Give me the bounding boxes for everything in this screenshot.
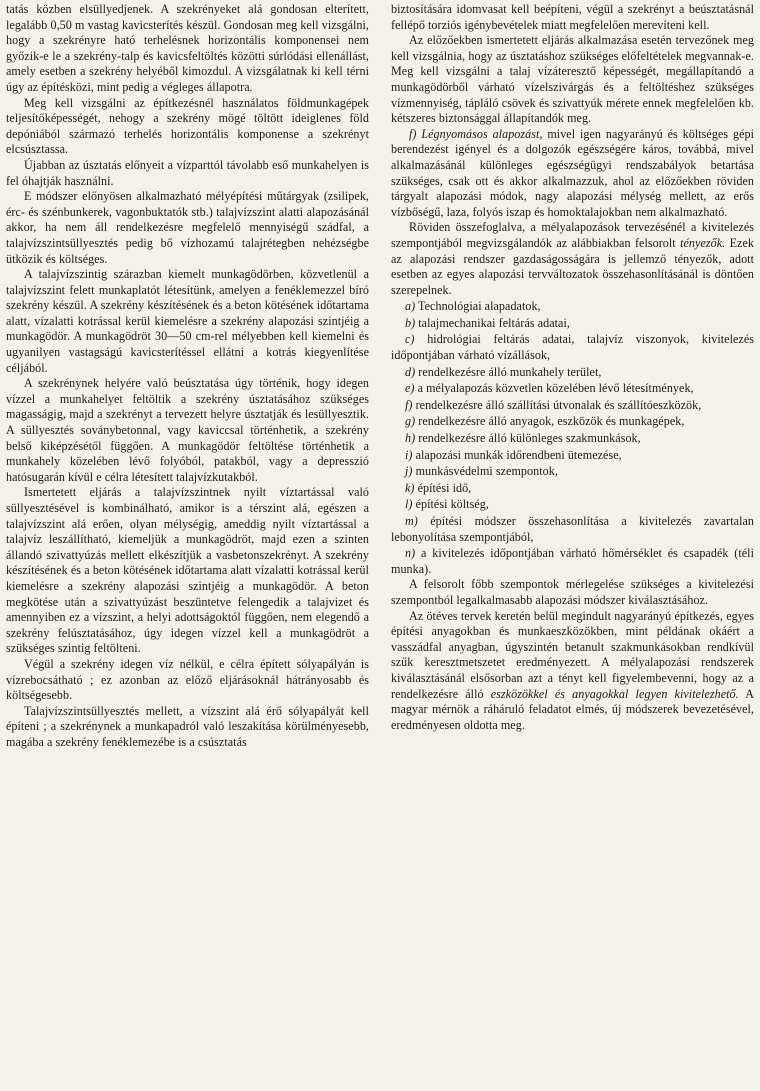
- paragraph: Végül a szekrény idegen víz nélkül, e célra épített sólyapályán is vízrebocsátható ; ez azonban az előző eljárásoknál hátrányosabb és költségesebb.: [6, 656, 369, 703]
- final-paragraph: [391, 609, 754, 734]
- list-item: [391, 398, 754, 414]
- list-item-label: k): [405, 480, 415, 495]
- list-item: [391, 464, 754, 480]
- list-item: [391, 365, 754, 381]
- paragraph-f: [391, 127, 754, 221]
- final-after: A magyar mérnök a ráháruló feladatot elmés, új módszerek bevezetésével, eredményesen oldotta meg.: [391, 686, 754, 732]
- list-item: [391, 546, 754, 577]
- list-item-text: talajmechanikai feltárás adatai,: [418, 315, 570, 330]
- paragraph: Ismertetett eljárás a talajvízszintnek nyilt víztartással való süllyesztésével is kombinálható, amikor is a térszint alá, egészen a talajvízszint alá erően, olyan mélységig, ameddig nyilt víztartással a talajvíz leszállítható, kiemeljük a munkagödröt, majd ezen a szinten állandó szivattyúzás mellett elkészítjük a vasbetonszekrényt. A szekrény készítésének és a beton kötésének időtartama alatt vízalatti kotrással kerül kiemelésre a szekrény alapozási szintjéig a munkagödör. A beton megkötése után a szivattyúzást beszüntetve felengedik a talajvizet és amennyiben ez a vízszint, a helyi adottságoktól függően, nem elegendő a szekrény felúsztatásához, úgy idegen vízzel kell a munkagödröt a szükséges szintig feltölteni.: [6, 485, 369, 656]
- list-item-label: j): [405, 464, 413, 479]
- left-column: [6, 2, 369, 1091]
- list-item-label: g): [405, 414, 416, 429]
- list-item: [391, 414, 754, 430]
- final-emphasis: eszközökkel és anyagokkal legyen kivitelezhető.: [490, 686, 739, 701]
- right-column: [391, 2, 754, 1091]
- paragraph: Talajvízszintsüllyesztés mellett, a vízszint alá érő sólyapályát kell építeni ; a szekrénynek a munkapadról való leszakítása körülményesebb, magába a szekrény fenéklemezébe is a csúsztatás: [6, 703, 369, 749]
- list-item-label: c): [405, 332, 415, 347]
- final-before: Az ötéves tervek keretén belül megindult nagyarányú építkezés, egyes építési anyagokban és munkaeszközökben, mint példának okáért a vasszádfal anyagban, úgyszintén betanult szakmunkásokban rendkívül szűk keresztmetszetet eredményezett. A mélyalapozási rendszerek kiválasztásánál elsősorban azt a tényt kell figyelembevenni, hogy az a rendelkezésre álló: [391, 608, 754, 701]
- list-item-text: munkásvédelmi szempontok,: [415, 464, 558, 479]
- list-item-label: n): [405, 546, 416, 561]
- list-item-text: rendelkezésre álló különleges szakmunkások,: [418, 431, 641, 446]
- list-item-text: a kivitelezés időpontjában várható hőmérséklet és csapadék (téli munka).: [391, 546, 754, 576]
- list-item: [391, 448, 754, 464]
- paragraph-f-label: f) Légnyomásos alapozást,: [409, 126, 543, 141]
- paragraph: A talajvízszintig szárazban kiemelt munkagödörben, közvetlenül a talajvízszint felett munkaplatót létesítünk, amelyen a fenéklemezzel bíró szekrény készül. A szekrény készítésének és a beton kötésének időtartama alatt, vízalatti kotrással kerül kiemelésre a szekrény alapozási szintjéig a munkagödör. A munkagödröt 30—50 cm-rel mélyebben kell kiemelni és ugyanilyen vastagságú kavicsterítéssel ellátni a kotrás kiegyenlítése céljából.: [6, 267, 369, 375]
- paragraph: biztosítására idomvasat kell beépíteni, végül a szekrényt a beúsztatásnál fellépő torziós igénybevételek miatt megfelelően merevíteni kell.: [391, 2, 754, 32]
- paragraph: tatás közben elsüllyedjenek. A szekrényeket alá gondosan elterített, legalább 0,50 m vastag kavicsterítés készül. Gondosan meg kell vizsgálni, hogy a szekrényre ható terhelésnek horizontális komponensei nem győzik-e le a szekrény-talp és kavicsfeltöltés közötti súrlódási ellenállást, amely esetben a szekrény helyéből kimozdul. A vizsgálatnak ki kell térni úgy az építésközi, mint pedig a végleges állapotra.: [6, 2, 369, 94]
- list-item: [391, 299, 754, 315]
- summary-paragraph: [391, 220, 754, 298]
- paragraph: A szekrénynek helyére való beúsztatása úgy történik, hogy idegen vízzel a munkahelyet feltöltik a szekrény úsztatásához szükséges magasságig, majd a szekrényt a tervezett helyre úsztatják és lesüllyesztik. A süllyesztés soványbetonnal, vagy kaviccsal történhetik, a szekrény belső kiképzésétől függően. A munkagödör feltöltése történhetik a munkahely közelében lévő folyóból, patakból, vagy a depresszió hatósugarán kívül e célra létesített talajvízkutakból.: [6, 376, 369, 484]
- list-item: [391, 431, 754, 447]
- list-item: [391, 316, 754, 332]
- list-item-label: h): [405, 431, 416, 446]
- list-item-label: f): [405, 397, 413, 412]
- paragraph: Meg kell vizsgálni az építkezésnél használatos földmunkagépek teljesítőképességét, nehogy a szekrény mögé töltött ideiglenes föld depóniából származó terhelés horizontális komponense a szekrényt elcsúsztassa.: [6, 95, 369, 157]
- paragraph: Újabban az úsztatás előnyeit a vízparttól távolabb eső munkahelyen is fel óhajtják használni.: [6, 157, 369, 188]
- list-item: [391, 332, 754, 363]
- list-item: [391, 481, 754, 497]
- list-item-text: hidrológiai feltárás adatai, talajvíz viszonyok, kivitelezés időpontjában várható vízállások,: [391, 332, 754, 363]
- paragraph-f-text: mivel igen nagyarányú és költséges gépi berendezést igényel és a dolgozók egészségére káros, továbbá, mivel alkalmazásánál különleges egészségügyi rendszabályok betartása szükséges, csak ott és akkor alkalmazzuk, ahol az előzőekben röviden tárgyalt alapozási módok, nagy alapozási mélység mellett, az erős vízbőségű, laza, folyós iszap és homoktalajokban nem alkalmazható.: [391, 126, 754, 219]
- list-item-label: b): [405, 315, 416, 330]
- list-item-text: rendelkezésre álló anyagok, eszközök és munkagépek,: [418, 414, 685, 429]
- summary-emphasis: tényezők.: [680, 235, 726, 250]
- summary-before: Röviden összefoglalva, a mélyalapozások tervezésénél a kivitelezés szempontjából megvizsgálandók az alábbiakban felsorolt: [391, 220, 754, 250]
- summary-after: Ezek az alapozási rendszer gazdaságosságára is jellemző tényezők, adott esetben az egyes alapozási tervváltozatok összehasonlításánál is döntően szerepelnek.: [391, 235, 754, 297]
- list-item-text: a mélyalapozás közvetlen közelében lévő létesítmények,: [417, 381, 694, 396]
- factor-list: [391, 299, 754, 577]
- list-item-text: építési költség,: [415, 497, 489, 512]
- list-item: [391, 497, 754, 513]
- list-item-text: építési módszer összehasonlítása a kivitelezés zavartalan lebonyolítása szempontjából,: [391, 514, 754, 544]
- list-item: [391, 381, 754, 397]
- list-item-label: i): [405, 447, 413, 462]
- list-item: [391, 514, 754, 545]
- list-item-label: e): [405, 381, 415, 396]
- list-item-label: l): [405, 497, 413, 512]
- list-item-text: rendelkezésre álló szállítási útvonalak és szállítóeszközök,: [415, 397, 702, 412]
- list-item-text: Technológiai alapadatok,: [418, 299, 541, 314]
- paragraph: A felsorolt főbb szempontok mérlegelése szükséges a kivitelezési szempontból legalkalmasabb alapozási módszer kiválasztásához.: [391, 577, 754, 607]
- list-item-text: rendelkezésre álló munkahely terület,: [418, 364, 602, 379]
- list-item-label: m): [405, 514, 418, 528]
- list-item-text: alapozási munkák időrendbeni ütemezése,: [415, 447, 622, 462]
- list-item-label: d): [405, 364, 416, 379]
- list-item-label: a): [405, 299, 416, 314]
- paragraph: Az előzőekben ismertetett eljárás alkalmazása esetén tervezőnek meg kell vizsgálnia, hogy az úsztatáshoz szükséges előfeltételek megvannak-e. Meg kell vizsgálni a talaj vízáteresztő képességét, megállapítandó a munkagödörből várható vízelszivárgás és a feltöltéshez szükséges vízmennyiség, tápláló csövek és szivattyúk mérete ennek megfelelően kb. kétszeres biztonsággal állapítandók meg.: [391, 33, 754, 126]
- paragraph: E módszer előnyösen alkalmazható mélyépítési műtárgyak (zsilipek, érc- és szénbunkerek, vagonbuktatók stb.) talajvízszint alatti alapozásánál akkor, ha nem áll rendelkezésre megfelelő mennyiségű szádfal, a talajvízszintsüllyesztés pedig bő vízhozamú talajrétegben nehézségbe ütközik és költséges.: [6, 189, 369, 266]
- list-item-text: építési idő,: [417, 480, 472, 495]
